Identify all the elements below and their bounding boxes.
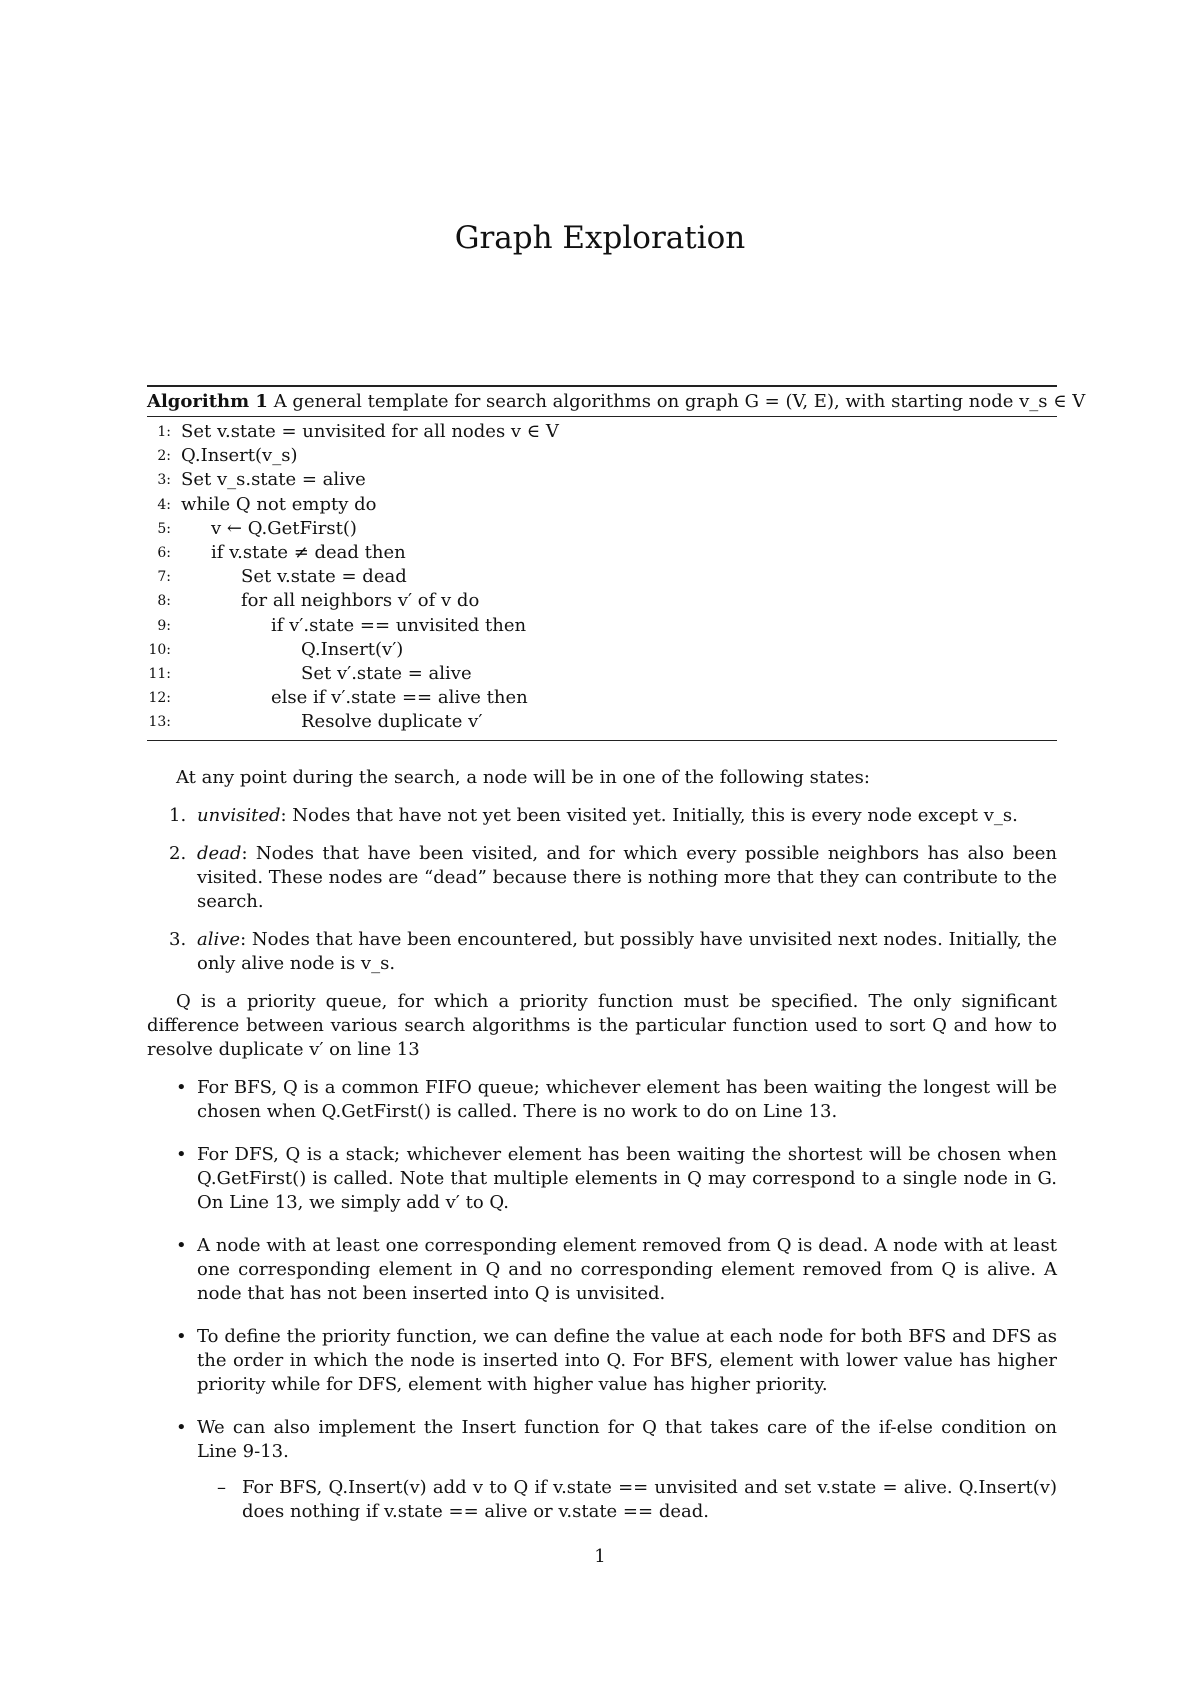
page-title: Graph Exploration xyxy=(454,220,746,256)
line-number: 12: xyxy=(148,690,171,707)
list-item xyxy=(147,928,1057,976)
dash-icon: – xyxy=(217,1477,226,1498)
line-text: if v′.state == unvisited then xyxy=(271,614,527,636)
line-number: 5: xyxy=(157,520,171,537)
algorithm-bottom-rule xyxy=(147,740,1057,741)
bullet-icon: • xyxy=(176,1144,187,1165)
algorithm-line xyxy=(147,662,1057,686)
queue-paragraph: Q is a priority queue, for which a priority function must be specified. The only significant difference between various search algorithms is the particular function used to sort Q and how to resolve duplicate v′ on line 13 xyxy=(147,991,1057,1060)
line-number: 7: xyxy=(157,569,171,586)
algorithm-line xyxy=(147,565,1057,589)
algorithm-caption xyxy=(147,387,1086,416)
list-item xyxy=(147,842,1057,914)
intro-paragraph: At any point during the search, a node will be in one of the following states: xyxy=(176,767,870,788)
list-item xyxy=(147,1076,1057,1124)
algorithm-line xyxy=(147,686,1057,710)
bullet-text: For DFS, Q is a stack; whichever element has been waiting the shortest will be chosen when Q.GetFirst() is called. Note that multiple elements in Q may correspond to a single node in G. On Line 13, we simply add v′ to Q. xyxy=(197,1144,1057,1213)
line-number: 2: xyxy=(157,448,171,465)
list-number: 1. xyxy=(169,805,187,826)
line-text: Set v.state = dead xyxy=(241,566,407,588)
line-text: v ← Q.GetFirst() xyxy=(211,517,357,539)
list-item xyxy=(147,1325,1057,1397)
line-number: 13: xyxy=(148,714,171,731)
line-number: 6: xyxy=(157,544,171,561)
line-number: 4: xyxy=(157,496,171,513)
page-number: 1 xyxy=(594,1546,606,1567)
algorithm-line xyxy=(147,589,1057,613)
sub-bullet-text: For BFS, Q.Insert(v) add v to Q if v.state == unvisited and set v.state = alive. Q.Insert(v) does nothing if v.state == alive or v.state == dead. xyxy=(242,1477,1057,1522)
list-number: 3. xyxy=(169,929,187,950)
line-text: Set v.state = unvisited for all nodes v ∈ V xyxy=(181,421,559,442)
algorithm-line xyxy=(147,541,1057,565)
algorithm-label: Algorithm 1 xyxy=(147,391,268,412)
algorithm-line xyxy=(147,493,1057,517)
line-number: 11: xyxy=(148,665,171,682)
state-term: dead xyxy=(197,843,242,864)
algorithm-line xyxy=(147,614,1057,638)
bullet-icon: • xyxy=(176,1417,187,1438)
algorithm-line xyxy=(147,420,1057,444)
line-text: for all neighbors v′ of v do xyxy=(241,590,480,612)
bullet-icon: • xyxy=(176,1077,187,1098)
state-description: : Nodes that have been encountered, but possibly have unvisited next nodes. Initially, the only alive node is v_s. xyxy=(197,929,1057,974)
algorithm-caption-text: A general template for search algorithms on graph G = (V, E), with starting node v_s ∈ V xyxy=(273,391,1086,412)
state-description: : Nodes that have been visited, and for which every possible neighbors has also been visited. These nodes are “dead” because there is nothing more that they can contribute to the search. xyxy=(197,843,1057,912)
line-number: 8: xyxy=(157,593,171,610)
line-text: if v.state ≠ dead then xyxy=(211,541,406,563)
algorithm-line xyxy=(147,710,1057,734)
line-number: 10: xyxy=(148,641,171,658)
list-item xyxy=(197,1476,1057,1524)
algorithm-line xyxy=(147,468,1057,492)
line-text: Set v_s.state = alive xyxy=(181,469,366,491)
states-list xyxy=(147,804,1057,976)
list-item xyxy=(147,1143,1057,1215)
bullet-text: We can also implement the Insert function for Q that takes care of the if-else condition on Line 9-13. xyxy=(197,1417,1057,1462)
line-text: Resolve duplicate v′ xyxy=(301,711,483,733)
line-text: Q.Insert(v′) xyxy=(301,638,404,660)
line-text: else if v′.state == alive then xyxy=(271,687,528,709)
line-number: 3: xyxy=(157,472,171,489)
bullet-text: A node with at least one corresponding element removed from Q is dead. A node with at least one corresponding element in Q and no corresponding element removed from Q is alive. A node that has not been inserted into Q is unvisited. xyxy=(197,1235,1057,1304)
state-term: unvisited xyxy=(197,805,281,826)
algorithm-lines xyxy=(147,417,1057,740)
bullet-icon: • xyxy=(176,1326,187,1347)
algorithm-line xyxy=(147,444,1057,468)
list-item xyxy=(147,804,1057,828)
state-term: alive xyxy=(197,929,241,950)
algorithm-box xyxy=(147,385,1086,741)
algorithm-line xyxy=(147,638,1057,662)
sub-bullet-list xyxy=(197,1476,1057,1524)
line-number: 9: xyxy=(157,617,171,634)
state-description: : Nodes that have not yet been visited yet. Initially, this is every node except v_s. xyxy=(280,805,1018,826)
list-number: 2. xyxy=(169,843,187,864)
body-text xyxy=(147,766,1057,1543)
list-item xyxy=(147,1234,1057,1306)
bullet-list xyxy=(147,1076,1057,1524)
bullet-icon: • xyxy=(176,1235,187,1256)
list-item xyxy=(147,1416,1057,1524)
line-text: while Q not empty do xyxy=(181,493,377,515)
line-text: Set v′.state = alive xyxy=(301,662,472,684)
bullet-text: For BFS, Q is a common FIFO queue; whichever element has been waiting the longest will be chosen when Q.GetFirst() is called. There is no work to do on Line 13. xyxy=(197,1077,1057,1122)
line-number: 1: xyxy=(157,424,171,440)
line-text: Q.Insert(v_s) xyxy=(181,445,298,467)
bullet-text: To define the priority function, we can define the value at each node for both BFS and DFS as the order in which the node is inserted into Q. For BFS, element with lower value has higher priority while for DFS, element with higher value has higher priority. xyxy=(197,1326,1057,1395)
algorithm-line xyxy=(147,517,1057,541)
